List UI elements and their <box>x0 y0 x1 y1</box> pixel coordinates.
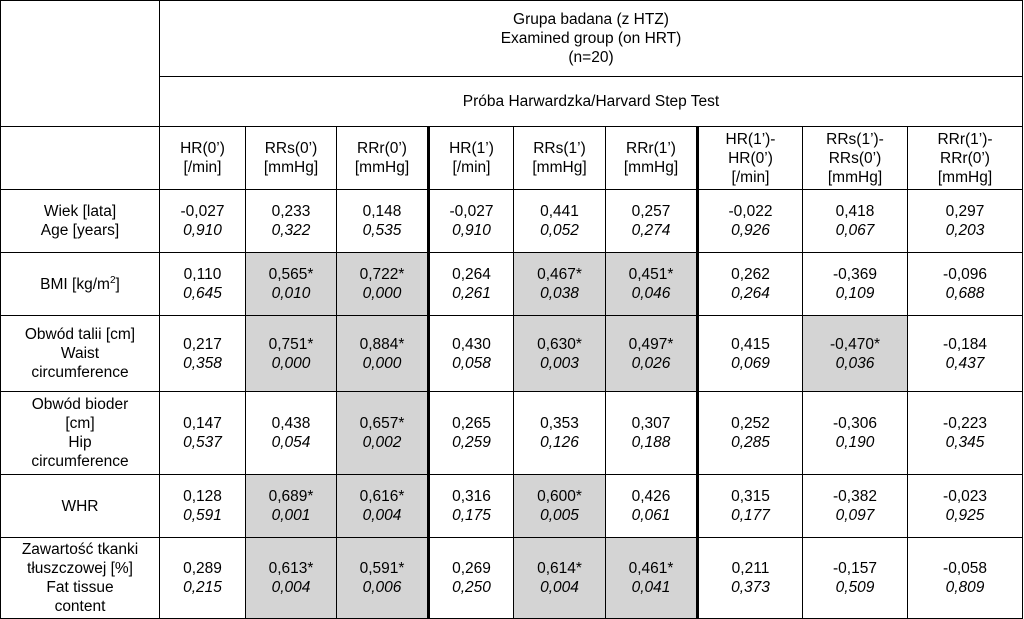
column-header: RRr(1’) [mmHg] <box>606 127 698 190</box>
p-value: 0,069 <box>731 354 770 372</box>
p-value: 0,259 <box>452 434 491 451</box>
table-row <box>1 475 1023 538</box>
row-label: Obwód talii [cm] Waist circumference <box>1 316 160 392</box>
data-cell <box>246 316 337 392</box>
p-value: 0,004 <box>540 579 579 596</box>
correlation-value: 0,269 <box>452 560 491 577</box>
data-cell <box>337 475 429 538</box>
correlation-value: -0,022 <box>728 203 773 220</box>
data-cell <box>514 392 606 475</box>
p-value: 0,926 <box>731 222 770 239</box>
p-value: 0,437 <box>945 354 985 372</box>
correlation-value: -0,369 <box>833 266 877 283</box>
data-cell <box>429 253 514 316</box>
column-header-row <box>1 127 1023 190</box>
data-cell <box>246 253 337 316</box>
data-cell <box>337 190 429 253</box>
correlation-value: 0,430 <box>452 335 491 353</box>
data-cell <box>698 475 803 538</box>
correlation-value: 0,722* <box>359 266 405 283</box>
p-value: 0,061 <box>631 507 671 524</box>
data-cell <box>160 538 246 619</box>
column-header: RRr(1’)- RRr(0’) [mmHg] <box>908 127 1023 190</box>
column-header: RRs(1’)- RRs(0’) [mmHg] <box>803 127 908 190</box>
p-value: 0,250 <box>452 579 491 596</box>
row-label: Wiek [lata] Age [years] <box>1 190 160 253</box>
table-row <box>1 392 1023 475</box>
correlation-value: -0,184 <box>943 335 987 353</box>
p-value: 0,925 <box>945 507 985 524</box>
correlation-value: 0,128 <box>183 488 222 505</box>
p-value: 0,509 <box>835 579 875 596</box>
data-cell <box>429 190 514 253</box>
data-cell <box>246 392 337 475</box>
correlation-value: 0,565* <box>268 266 314 283</box>
data-cell <box>514 475 606 538</box>
data-cell <box>246 475 337 538</box>
correlation-value: 0,591* <box>359 560 405 577</box>
data-cell <box>698 392 803 475</box>
correlation-value: -0,096 <box>943 266 987 283</box>
data-cell <box>337 253 429 316</box>
correlation-value: -0,382 <box>833 488 877 505</box>
data-cell <box>908 253 1023 316</box>
correlation-value: 0,265 <box>452 415 491 432</box>
correlation-value: 0,613* <box>268 560 314 577</box>
data-cell <box>606 538 698 619</box>
group-header-cell <box>160 1 1023 77</box>
data-cell <box>160 316 246 392</box>
group-title: Grupa badana (z HTZ) <box>513 11 669 28</box>
p-value: 0,910 <box>452 222 491 239</box>
p-value: 0,052 <box>540 222 579 239</box>
correlation-value: 0,600* <box>537 488 582 505</box>
row-label: Zawartość tkanki tłuszczowej [%] Fat tissue content <box>1 538 160 619</box>
correlation-value: 0,689* <box>268 488 314 505</box>
p-value: 0,041 <box>631 579 671 596</box>
column-header: HR(1’)- HR(0’) [/min] <box>698 127 803 190</box>
correlation-value: 0,467* <box>537 266 582 283</box>
data-cell <box>160 253 246 316</box>
p-value: 0,005 <box>540 507 579 524</box>
p-value: 0,203 <box>945 222 985 239</box>
data-cell <box>514 538 606 619</box>
correlation-value: -0,023 <box>943 488 987 505</box>
data-cell <box>606 475 698 538</box>
p-value: 0,000 <box>362 285 402 302</box>
test-title: Próba Harwardzka/Harvard Step Test <box>160 77 1023 127</box>
data-cell <box>803 190 908 253</box>
p-value: 0,345 <box>945 434 985 451</box>
p-value: 0,006 <box>362 579 402 596</box>
data-cell <box>246 538 337 619</box>
group-size: (n=20) <box>568 49 614 66</box>
p-value: 0,322 <box>271 222 311 239</box>
column-header: HR(1’) [/min] <box>429 127 514 190</box>
table-row <box>1 253 1023 316</box>
group-header-row <box>1 1 1023 77</box>
p-value: 0,000 <box>271 354 311 372</box>
correlation-value: 0,257 <box>631 203 671 220</box>
correlation-value: 0,751* <box>268 335 314 353</box>
group-title-en: Examined group (on HRT) <box>500 30 682 47</box>
correlation-value: 0,148 <box>362 203 402 220</box>
corner-cell <box>1 1 160 127</box>
p-value: 0,373 <box>731 579 770 596</box>
p-value: 0,003 <box>540 354 579 372</box>
correlation-value: -0,470* <box>830 335 880 353</box>
p-value: 0,358 <box>183 354 222 372</box>
data-cell <box>698 316 803 392</box>
p-value: 0,000 <box>362 354 402 372</box>
correlation-value: 0,497* <box>628 335 674 353</box>
correlation-value: 0,614* <box>537 560 582 577</box>
correlation-value: -0,306 <box>833 415 877 432</box>
p-value: 0,038 <box>540 285 579 302</box>
column-header: RRs(1’) [mmHg] <box>514 127 606 190</box>
correlation-value: 0,211 <box>731 560 770 577</box>
p-value: 0,010 <box>271 285 311 302</box>
p-value: 0,688 <box>945 285 985 302</box>
row-label: WHR <box>1 475 160 538</box>
data-cell <box>606 253 698 316</box>
p-value: 0,177 <box>731 507 770 524</box>
p-value: 0,001 <box>271 507 311 524</box>
correlation-value: 0,616* <box>359 488 405 505</box>
data-cell <box>337 392 429 475</box>
correlation-value: 0,217 <box>183 335 222 353</box>
p-value: 0,591 <box>183 507 222 524</box>
column-header-blank <box>1 127 160 190</box>
p-value: 0,537 <box>183 434 222 451</box>
p-value: 0,004 <box>271 579 311 596</box>
correlation-value: 0,315 <box>731 488 770 505</box>
p-value: 0,190 <box>835 434 875 451</box>
correlation-value: 0,657* <box>359 415 405 432</box>
data-cell <box>908 392 1023 475</box>
p-value: 0,097 <box>835 507 875 524</box>
p-value: 0,126 <box>540 434 579 451</box>
data-cell <box>908 538 1023 619</box>
p-value: 0,264 <box>731 285 770 302</box>
data-cell <box>803 253 908 316</box>
data-cell <box>908 475 1023 538</box>
correlation-value: 0,147 <box>183 415 222 432</box>
column-header: HR(0’) [/min] <box>160 127 246 190</box>
data-cell <box>429 316 514 392</box>
data-cell <box>160 392 246 475</box>
data-cell <box>606 316 698 392</box>
data-cell <box>160 190 246 253</box>
p-value: 0,188 <box>631 434 671 451</box>
data-cell <box>337 316 429 392</box>
data-cell <box>606 190 698 253</box>
data-cell <box>803 538 908 619</box>
correlation-value: 0,316 <box>452 488 491 505</box>
row-label: BMI $[kg/m^2]$ <box>1 253 160 316</box>
data-cell <box>698 538 803 619</box>
p-value: 0,058 <box>452 354 491 372</box>
correlation-value: -0,157 <box>833 560 877 577</box>
correlation-value: -0,058 <box>943 560 987 577</box>
p-value: 0,002 <box>362 434 402 451</box>
p-value: 0,175 <box>452 507 491 524</box>
data-cell <box>429 538 514 619</box>
data-cell <box>803 475 908 538</box>
correlation-value: 0,426 <box>631 488 671 505</box>
column-header: RRs(0’) [mmHg] <box>246 127 337 190</box>
data-cell <box>698 190 803 253</box>
table-row <box>1 538 1023 619</box>
correlation-value: 0,264 <box>452 266 491 283</box>
correlation-value: 0,630* <box>537 335 582 353</box>
data-cell <box>337 538 429 619</box>
p-value: 0,809 <box>945 579 985 596</box>
p-value: 0,261 <box>452 285 491 302</box>
correlation-value: 0,307 <box>631 415 671 432</box>
correlation-value: 0,233 <box>271 203 311 220</box>
correlation-value: 0,461* <box>628 560 674 577</box>
table-row <box>1 190 1023 253</box>
correlation-value: 0,289 <box>183 560 222 577</box>
correlation-value: -0,223 <box>943 415 987 432</box>
correlation-value: 0,262 <box>731 266 770 283</box>
correlation-value: 0,252 <box>731 415 770 432</box>
p-value: 0,036 <box>835 354 875 372</box>
correlation-value: 0,418 <box>835 203 875 220</box>
data-cell <box>803 392 908 475</box>
correlation-value: -0,027 <box>449 203 494 220</box>
p-value: 0,054 <box>271 434 311 451</box>
data-cell <box>429 475 514 538</box>
correlation-value: 0,353 <box>540 415 579 432</box>
p-value: 0,109 <box>835 285 875 302</box>
data-cell <box>606 392 698 475</box>
p-value: 0,535 <box>362 222 402 239</box>
correlation-value: 0,110 <box>183 266 222 283</box>
table-row <box>1 316 1023 392</box>
correlation-value: 0,441 <box>540 203 579 220</box>
p-value: 0,645 <box>183 285 222 302</box>
p-value: 0,067 <box>835 222 875 239</box>
data-cell <box>514 190 606 253</box>
p-value: 0,910 <box>183 222 222 239</box>
correlation-value: 0,415 <box>731 335 770 353</box>
correlation-value: -0,027 <box>180 203 225 220</box>
data-cell <box>514 253 606 316</box>
data-cell <box>908 316 1023 392</box>
correlation-value: 0,451* <box>628 266 674 283</box>
data-cell <box>429 392 514 475</box>
data-cell <box>803 316 908 392</box>
correlation-value: 0,884* <box>359 335 405 353</box>
p-value: 0,285 <box>731 434 770 451</box>
p-value: 0,026 <box>631 354 671 372</box>
column-header: RRr(0’) [mmHg] <box>337 127 429 190</box>
correlation-value: 0,438 <box>271 415 311 432</box>
correlation-value: 0,297 <box>945 203 985 220</box>
data-cell <box>246 190 337 253</box>
p-value: 0,215 <box>183 579 222 596</box>
p-value: 0,046 <box>631 285 671 302</box>
data-cell <box>908 190 1023 253</box>
data-cell <box>698 253 803 316</box>
p-value: 0,274 <box>631 222 671 239</box>
p-value: 0,004 <box>362 507 402 524</box>
data-cell <box>160 475 246 538</box>
row-label: Obwód bioder [cm] Hip circumference <box>1 392 160 475</box>
data-cell <box>514 316 606 392</box>
